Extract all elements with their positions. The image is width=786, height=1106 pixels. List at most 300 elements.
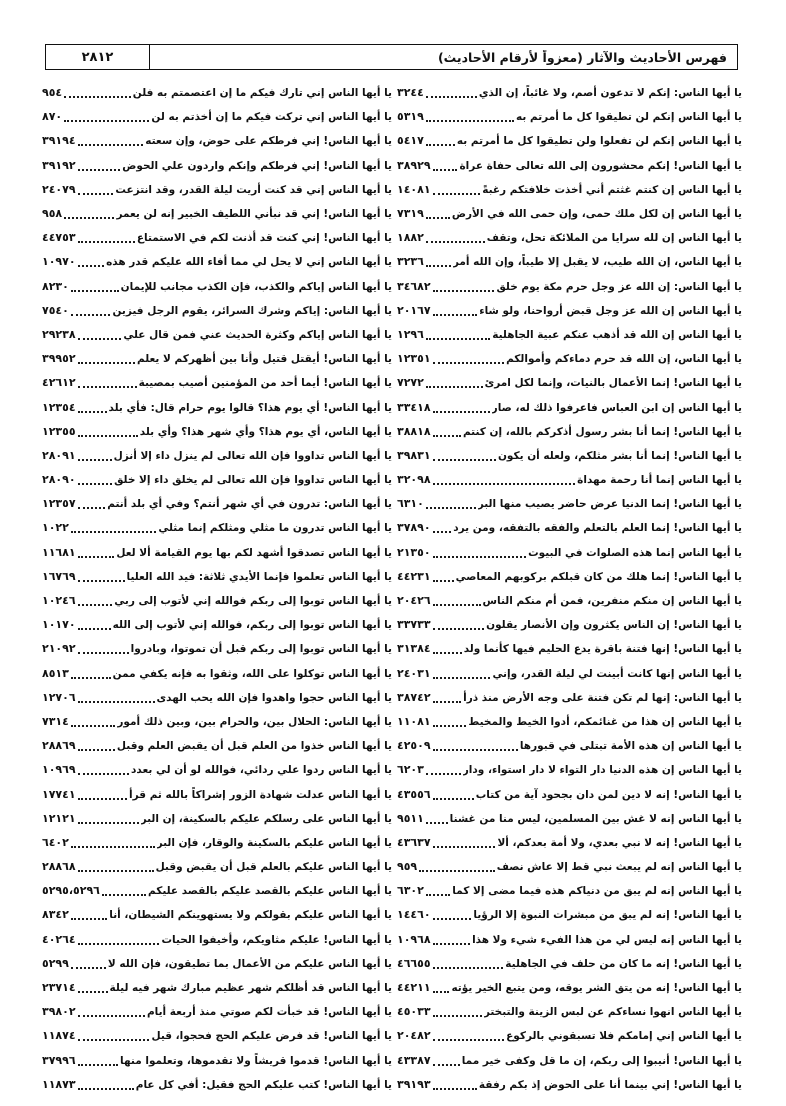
hadith-text: يا أيها الناس! إنه لا دين لمن دان بجحود آية من كتاب (475, 788, 742, 801)
hadith-text: يا أيها الناس تدرون ما مثلي ومثلكم إنما مثلي (158, 522, 392, 535)
hadith-text: يا أيها الناس إنه لا غش بين المسلمين، ليس منا من غشنا (449, 812, 742, 825)
hadith-text: يا أيها الناس قد أظلكم شهر عظيم مبارك شهر فيه ليلة (109, 982, 392, 995)
hadith-text: يا أيها الناس عليكم من الأعمال بما تطيقون، فإن الله لا (107, 957, 392, 970)
hadith-number: ٣٤٦٨٢ (397, 279, 431, 293)
hadith-number: ٧٢٧٢ (397, 376, 424, 390)
index-entry (42, 782, 392, 806)
hadith-number: ١٤٤٦٠ (397, 908, 431, 922)
index-entry (42, 952, 392, 976)
hadith-text: يا أيها الناس إن هذه الأمة تبتلى في قبورها (519, 740, 742, 753)
hadith-text: يا أيها الناس تداووا فإن الله تعالى لم يخلق داء إلا خلق (114, 474, 392, 487)
index-entry (397, 492, 742, 516)
hadith-number: ٣٩١٩٣ (397, 1077, 431, 1091)
index-entry (42, 105, 392, 129)
hadith-number: ٢٤٠٣١ (397, 666, 431, 680)
hadith-text: يا أيها الناس إني قد كنت أريت ليلة القدر، وقد انتزعت (115, 183, 392, 196)
column-right (397, 81, 742, 1097)
hadith-number: ٢٩٢٣٨ (42, 327, 76, 341)
hadith-number: ٣٩٨٠٢ (42, 1005, 76, 1019)
hadith-number: ١٠٩٦٩ (42, 763, 76, 777)
dot-leader (426, 386, 483, 388)
hadith-number: ٣٩١٩٤ (42, 134, 76, 148)
index-entry (42, 129, 392, 153)
hadith-number: ٢٠٤٨٢ (397, 1029, 431, 1043)
dot-leader (78, 870, 154, 872)
index-entry (397, 976, 742, 1000)
hadith-number: ٧٣١٤ (42, 714, 69, 728)
hadith-text: يا أيها الناس توبوا إلى ربكم فوالله إني لأتوب إلى ربي (114, 595, 392, 608)
hadith-number: ١٠٢٢ (42, 521, 69, 535)
hadith-number: ٢٨٠٩١ (42, 448, 76, 462)
index-entry (42, 903, 392, 927)
index-entry (42, 492, 392, 516)
hadith-text: يا أيها الناس! إنما أنا بشر مثلكم، ولعله أن يكون (497, 449, 742, 462)
dot-leader (71, 967, 106, 969)
hadith-number: ١٢٩٦ (397, 327, 424, 341)
dot-leader (78, 411, 107, 413)
hadith-text: يا أيها الناس! إنكم محشورون إلى الله تعالى حفاة عراة (459, 159, 742, 172)
index-entry (42, 1000, 392, 1024)
index-entry (42, 420, 392, 444)
hadith-text: يا أيها الناس إن كنتم غثتم أني أخذت خلافتكم رغبةً (482, 183, 742, 196)
dot-leader (78, 652, 129, 654)
dot-leader (102, 894, 146, 896)
hadith-text: يا أيها الناس! كتب عليكم الحج فقيل: أفي كل عام (135, 1078, 392, 1091)
index-entry (42, 855, 392, 879)
hadith-text: يا أيها الناس! إنما الأعمال بالنيات، وإنما لكل امرئ (484, 377, 742, 390)
dot-leader (433, 1064, 460, 1066)
index-entry (42, 758, 392, 782)
index-entry (397, 879, 742, 903)
dot-leader (419, 870, 495, 872)
dot-leader (71, 290, 119, 292)
hadith-number: ١٢١٢١ (42, 811, 76, 825)
index-entry (397, 371, 742, 395)
page-number: ٢٨١٢ (46, 45, 150, 69)
dot-leader (78, 507, 106, 509)
hadith-text: يا أيها الناس إني تارك فيكم ما إن اعتصمتم به فلن (132, 87, 392, 100)
dot-leader (78, 991, 108, 993)
hadith-number: ٤٤٧٥٣ (42, 231, 76, 245)
hadith-number: ٢١٠٩٢ (42, 642, 76, 656)
dot-leader (78, 483, 113, 485)
hadith-number: ١٤٠٨١ (397, 182, 431, 196)
hadith-number: ٢١٣٥٠ (397, 545, 431, 559)
dot-leader (426, 144, 455, 146)
dot-leader (78, 798, 127, 800)
index-entry (397, 275, 742, 299)
hadith-text: يا أيها الناس! قد خبأت لكم صوتي منذ أربعة أيام (146, 1006, 392, 1019)
hadith-number: ٦٣١٠ (397, 497, 424, 511)
hadith-number: ١١٦٨١ (42, 545, 76, 559)
hadith-text: يا أيها الناس! أي يوم هذا؟ قالوا يوم حرام قال: فأي بلد (108, 401, 392, 414)
hadith-number: ٢٤٠٧٩ (42, 182, 76, 196)
dot-leader (64, 120, 149, 122)
hadith-number: ٨٧٠ (42, 110, 63, 124)
dot-leader (433, 677, 491, 679)
dot-leader (433, 1088, 477, 1090)
index-entry (397, 589, 742, 613)
dot-leader (71, 531, 156, 533)
hadith-number: ٤٣٦٣٧ (397, 835, 431, 849)
hadith-text: يا أيها الناس عليكم بالعلم قبل أن يقبض وقبل (155, 861, 392, 874)
index-entry (42, 662, 392, 686)
hadith-number: ٤٢٥٠٩ (397, 739, 431, 753)
dot-leader (433, 193, 481, 195)
index-entry (42, 202, 392, 226)
hadith-text: يا أيها الناس إياكم والكذب، فإن الكذب مجانب للإيمان (120, 280, 392, 293)
dot-leader (426, 338, 490, 340)
column-left (42, 81, 392, 1097)
hadith-text: يا أيها الناس إنما هذه الصلوات في البيوت (528, 546, 742, 559)
index-entry (397, 758, 742, 782)
index-entry (42, 807, 392, 831)
index-entry (397, 831, 742, 855)
hadith-text: يا أيها الناس! إني قد نبأني اللطيف الخبير إنه لن يعمر (116, 208, 392, 221)
dot-leader (433, 798, 474, 800)
hadith-number: ٥٢٩٥،٥٢٩٦ (42, 884, 100, 898)
index-entry (397, 541, 742, 565)
hadith-text: يا أيها الناس: إنها لم تكن فتنة على وجه الأرض منذ ذرأ (463, 691, 742, 704)
dot-leader (78, 386, 137, 388)
hadith-text: يا أيها الناس توبوا إلى ربكم، فوالله إني لأتوب إلى الله (112, 619, 392, 632)
hadith-text: يا أيها الناس! إنه ما كان من حلف في الجاهلية (505, 957, 742, 970)
hadith-text: يا أيها الناس: إياكم وشرك السرائر، يقوم الرجل فيزين (112, 304, 392, 317)
index-entry (397, 81, 742, 105)
dot-leader (426, 822, 448, 824)
hadith-number: ١٢٣٥٤ (42, 400, 76, 414)
index-entry (397, 565, 742, 589)
hadith-number: ١٢٣٥٥ (42, 424, 76, 438)
hadith-text: يا أيها الناس: تدرون في أي شهر أنتم؟ وفي أي بلد أنتم (107, 498, 392, 511)
dot-leader (433, 749, 518, 751)
dot-leader (433, 991, 450, 993)
hadith-text: يا أيها الناس! إني فرطكم على حوض، وإن سعته (145, 135, 392, 148)
hadith-number: ٣٨٩٢٩ (397, 158, 431, 172)
dot-leader (78, 628, 111, 630)
hadith-number: ٤٤٢٣١ (397, 569, 431, 583)
dot-leader (426, 894, 450, 896)
dot-leader (426, 96, 477, 98)
hadith-text: يا أيها الناس إني لا يحل لي مما أفاء الله عليكم قدر هذه (106, 256, 392, 269)
dot-leader (426, 265, 451, 267)
dot-leader (78, 265, 104, 267)
hadith-text: يا أيها الناس إنه ليس لي من هذا الفيء شيء ولا هذا (472, 933, 742, 946)
dot-leader (78, 773, 129, 775)
index-entry (42, 299, 392, 323)
hadith-text: يا أيها الناس! إني فرطكم وإنكم واردون علي الحوض (122, 159, 392, 172)
index-entry (397, 154, 742, 178)
dot-leader (71, 314, 111, 316)
hadith-number: ١٠٩٧٠ (42, 255, 76, 269)
index-entry (42, 250, 392, 274)
hadith-number: ١٨٨٢ (397, 231, 424, 245)
hadith-number: ٩٥١١ (397, 811, 424, 825)
hadith-text: يا أيها الناس! أنيبوا إلى ربكم، إن ما قل وكفى خير مما (461, 1054, 742, 1067)
hadith-text: يا أيها الناس! أيما أحد من المؤمنين أصيب بمصيبة (138, 377, 392, 390)
hadith-text: يا أيها الناس إن لله سرايا من الملائكة تحل، وتقف (486, 232, 742, 245)
page-header (45, 44, 738, 70)
index-entry (42, 879, 392, 903)
index-entry (42, 516, 392, 540)
dot-leader (78, 338, 122, 340)
index-entry (397, 807, 742, 831)
index-entry (397, 613, 742, 637)
hadith-number: ٢٨٠٩٠ (42, 473, 76, 487)
hadith-number: ١٠٢٤٦ (42, 594, 76, 608)
index-entry (397, 420, 742, 444)
dot-leader (71, 677, 111, 679)
dot-leader (433, 314, 478, 316)
dot-leader (433, 604, 481, 606)
dot-leader (433, 725, 467, 727)
hadith-number: ٤٢٦١٢ (42, 376, 76, 390)
index-entry (397, 105, 742, 129)
dot-leader (78, 1015, 145, 1017)
dot-leader (78, 1039, 150, 1041)
dot-leader (433, 459, 496, 461)
dot-leader (78, 435, 138, 437)
dot-leader (78, 556, 115, 558)
hadith-number: ٢٨٨٦٨ (42, 860, 76, 874)
hadith-text: يا أيها الناس! إنه لم يبق من مبشرات النبوة إلا الرؤيا (473, 909, 742, 922)
dot-leader (78, 144, 144, 146)
index-entry (42, 1049, 392, 1073)
dot-leader (426, 773, 461, 775)
index-entry (42, 589, 392, 613)
index-entry (42, 710, 392, 734)
hadith-text: يا أيها الناس انهوا نساءكم عن لبس الزينة والتبختر (483, 1006, 742, 1019)
index-entry (42, 154, 392, 178)
dot-leader (78, 604, 113, 606)
hadith-number: ٣٧٩٩٦ (42, 1053, 76, 1067)
index-entry (397, 1073, 742, 1097)
dot-leader (433, 701, 462, 703)
dot-leader (426, 241, 485, 243)
hadith-number: ٢٣٧١٤ (42, 981, 76, 995)
hadith-number: ٣٣٤١٨ (397, 400, 431, 414)
hadith-text: يا أيها الناس ردوا علي ردائي، فوالله لو أن لي بعدد (131, 764, 392, 777)
dot-leader (433, 411, 490, 413)
hadith-number: ٩٥٨ (42, 207, 63, 221)
hadith-text: يا أيها الناس، إن الله طيب، لا يقبل إلا طيباً، وإن الله أمر (452, 256, 742, 269)
hadith-text: يا أيها الناس إن الله قد أذهب عنكم عبية الجاهلية (492, 328, 742, 341)
hadith-number: ٣٨٧٤٢ (397, 690, 431, 704)
hadith-text: يا أيها الناس توبوا إلى ربكم قبل أن تموتوا، وبادروا (130, 643, 392, 656)
index-title: فهرس الأحاديث والآثار (معزواً لأرقام الأحاديث) (437, 49, 727, 65)
hadith-text: يا أيها الناس! إني كنت قد أذنت لكم في الاستمتاع (136, 232, 392, 245)
hadith-number: ٦٣٠٢ (397, 884, 424, 898)
hadith-number: ٣٨٨١٨ (397, 424, 431, 438)
hadith-number: ١١٠٨١ (397, 714, 431, 728)
hadith-text: يا أيها الناس عدلت شهادة الزور إشراكاً بالله ثم قرأ (129, 788, 392, 801)
dot-leader (433, 1015, 482, 1017)
hadith-number: ٢٨٨٦٩ (42, 739, 76, 753)
hadith-number: ١٢٣٥٧ (42, 497, 76, 511)
hadith-number: ٥٤١٧ (397, 134, 424, 148)
dot-leader (78, 193, 114, 195)
hadith-text: يا أيها الناس إن هذه الدنيا دار التواء لا دار استواء، ودار (462, 764, 742, 777)
index-entry (397, 299, 742, 323)
hadith-text: يا أيها الناس! إنه من يتق الشر يوقه، ومن يتبع الخير يؤته (451, 982, 742, 995)
dot-leader (433, 846, 496, 848)
hadith-text: يا أيها الناس! إنما العلم بالتعلم والفقه بالتفقه، ومن يرد (453, 522, 742, 535)
hadith-number: ٥٢٩٩ (42, 956, 69, 970)
hadith-text: يا أيها الناس! إنه لا نبي بعدي، ولا أمة بعدكم، ألا (497, 836, 742, 849)
hadith-number: ٤٣٥٥٦ (397, 787, 431, 801)
hadith-number: ٥٣١٩ (397, 110, 424, 124)
dot-leader (426, 507, 476, 509)
index-entry (397, 516, 742, 540)
index-entry (397, 1000, 742, 1024)
dot-leader (433, 967, 504, 969)
hadith-number: ٤٦٦٥٥ (397, 956, 431, 970)
index-entry (397, 1024, 742, 1048)
hadith-number: ٤٠٢٦٤ (42, 932, 76, 946)
dot-leader (426, 217, 450, 219)
index-entry (42, 468, 392, 492)
index-entry (397, 952, 742, 976)
hadith-number: ٤٥٠٣٣ (397, 1005, 431, 1019)
hadith-number: ٣٢٣٦ (397, 255, 424, 269)
index-entry (397, 928, 742, 952)
index-entry (42, 81, 392, 105)
hadith-text: يا أيها الناس حجوا واهدوا فإن الله يحب الهدى (156, 691, 392, 704)
index-entry (42, 928, 392, 952)
hadith-text: يا أيها الناس! إني بينما أنا على الحوض إذ بكم رفقة (478, 1078, 742, 1091)
hadith-number: ٣٩١٩٢ (42, 158, 76, 172)
hadith-text: يا أيها الناس عليكم بالسكينة والوقار، فإن البر (156, 836, 392, 849)
hadith-text: يا أيها الناس على رسلكم عليكم بالسكينة، إن البر (140, 812, 392, 825)
hadith-text: يا أيها الناس! إن الناس يكثرون وإن الأنصار يقلون (486, 619, 742, 632)
hadith-text: يا أيها الناس إنما أنا رحمة مهداة (577, 474, 742, 487)
hadith-text: يا أيها الناس: إنكم لا تدعون أصم، ولا غائباً، إن الذي (478, 87, 742, 100)
index-entry (397, 323, 742, 347)
hadith-number: ٩٥٤ (42, 86, 63, 100)
dot-leader (78, 822, 139, 824)
dot-leader (78, 749, 115, 751)
dot-leader (78, 701, 155, 703)
dot-leader (78, 362, 135, 364)
dot-leader (433, 652, 462, 654)
index-entry (397, 347, 742, 371)
dot-leader (433, 556, 527, 558)
index-entry (42, 178, 392, 202)
dot-leader (433, 169, 458, 171)
index-entry (397, 637, 742, 661)
dot-leader (433, 580, 454, 582)
index-entry (42, 323, 392, 347)
dot-leader (71, 846, 155, 848)
hadith-text: يا أيها الناس إنه لم يبعث نبي قط إلا عاش نصف (496, 861, 742, 874)
hadith-text: يا أيها الناس خذوا من العلم قبل أن يقبض العلم وقبل (116, 740, 392, 753)
hadith-number: ١٦٧٦٩ (42, 569, 76, 583)
hadith-number: ٣٩٨٣١ (397, 448, 431, 462)
dot-leader (78, 1088, 134, 1090)
hadith-text: يا أيها الناس إن لكل ملك حمى، وإن حمى الله في الأرض (451, 208, 742, 221)
index-entry (397, 855, 742, 879)
index-entry (397, 1049, 742, 1073)
index-entry (42, 275, 392, 299)
dot-leader (433, 918, 472, 920)
index-entry (397, 226, 742, 250)
hadith-text: يا أيها الناس إنكم لن تطيقوا كل ما أمرتم به (516, 111, 742, 124)
hadith-text: يا أيها الناس! إنما أنا بشر رسول أذكركم بالله، إن كنتم (462, 425, 742, 438)
hadith-number: ١١٨٧٤ (42, 1029, 76, 1043)
index-entry (42, 226, 392, 250)
hadith-number: ١٧٧٤١ (42, 787, 76, 801)
index-entry (42, 1024, 392, 1048)
hadith-text: يا أيها الناس تعلموا فإنما الأيدي ثلاثة: فيد الله العليا (126, 570, 392, 583)
index-entry (397, 202, 742, 226)
hadith-text: يا أيها الناس: الحلال بين، والحرام بين، وبين ذلك أمور (117, 715, 392, 728)
hadith-text: يا أيها الناس تداووا فإن الله تعالى لم ينزل داء إلا أنزل (113, 449, 392, 462)
hadith-text: يا أيها الناس! قدموا قريشاً ولا تقدموها، وتعلموا منها (120, 1054, 392, 1067)
hadith-text: يا أيها الناس إن هذا من غنائمكم، أدوا الخيط والمخيط (468, 715, 742, 728)
hadith-number: ٢٠١٦٧ (397, 303, 431, 317)
hadith-text: يا أيها الناس إن منكم منفرين، فمن أم منكم الناس (482, 595, 742, 608)
dot-leader (433, 1039, 505, 1041)
hadith-number: ٦٤٠٢ (42, 835, 69, 849)
dot-leader (71, 725, 115, 727)
index-entry (397, 250, 742, 274)
hadith-text: يا أيها الناس إن الله عز وجل قبض أرواحنا، ولو شاء (479, 304, 742, 317)
index-entry (42, 565, 392, 589)
hadith-text: يا أيها الناس: إن الله عز وجل حرم مكة يوم خلق (496, 280, 742, 293)
index-entry (397, 129, 742, 153)
hadith-number: ٣٣٧٣٣ (397, 618, 431, 632)
hadith-number: ٣٧٨٩٠ (397, 521, 431, 535)
hadith-number: ٣٩٩٥٢ (42, 352, 76, 366)
dot-leader (78, 580, 125, 582)
hadith-text: يا أيها الناس توكلوا على الله، وثقوا به فإنه يكفي ممن (112, 667, 392, 680)
hadith-number: ٣٢٠٩٨ (397, 473, 431, 487)
hadith-number: ٩٥٩ (397, 860, 418, 874)
index-entry (397, 686, 742, 710)
dot-leader (78, 169, 121, 171)
hadith-number: ٨٢٣٠ (42, 279, 69, 293)
hadith-number: ٤٤٢١١ (397, 981, 431, 995)
hadith-text: يا أيها الناس إياكم وكثرة الحديث عني فمن قال علي (123, 328, 392, 341)
dot-leader (64, 217, 114, 219)
index-entry (42, 1073, 392, 1097)
dot-leader (78, 459, 112, 461)
hadith-number: ٨٣٤٢ (42, 908, 69, 922)
index-entry (397, 710, 742, 734)
dot-leader (64, 96, 131, 98)
dot-leader (426, 120, 514, 122)
hadith-text: يا أيها الناس! إنها فتنة باقرة يدع الحليم فيها كأنما ولد (463, 643, 742, 656)
hadith-text: يا أيها الناس! أيقتل قتيل وأنا بين أظهركم لا يعلم (136, 353, 392, 366)
dot-leader (433, 483, 576, 485)
dot-leader (71, 918, 107, 920)
hadith-text: يا أيها الناس، إن الله قد حرم دماءكم وأموالكم (506, 353, 742, 366)
hadith-number: ٨٥١٣ (42, 666, 69, 680)
hadith-text: يا أيها الناس إنها كانت أبينت لي ليلة القدر، وإني (492, 667, 742, 680)
index-entry (42, 686, 392, 710)
dot-leader (78, 1064, 118, 1066)
hadith-text: يا أيها الناس إني إمامكم فلا تسبقوني بالركوع (506, 1030, 742, 1043)
index-entry (397, 662, 742, 686)
hadith-number: ١١٨٧٣ (42, 1077, 76, 1091)
hadith-text: يا أيها الناس! قد فرض عليكم الحج فحجوا، قيل (151, 1030, 392, 1043)
hadith-number: ٦٢٠٣ (397, 763, 424, 777)
hadith-text: يا أيها الناس، أي يوم هذا؟ وأي شهر هذا؟ وأي بلد (139, 425, 392, 438)
hadith-text: يا أيها الناس! إنما هلك من كان قبلكم بركوبهم المعاصي (455, 570, 742, 583)
index-entry (397, 903, 742, 927)
index-entry (42, 347, 392, 371)
index-entry (42, 976, 392, 1000)
